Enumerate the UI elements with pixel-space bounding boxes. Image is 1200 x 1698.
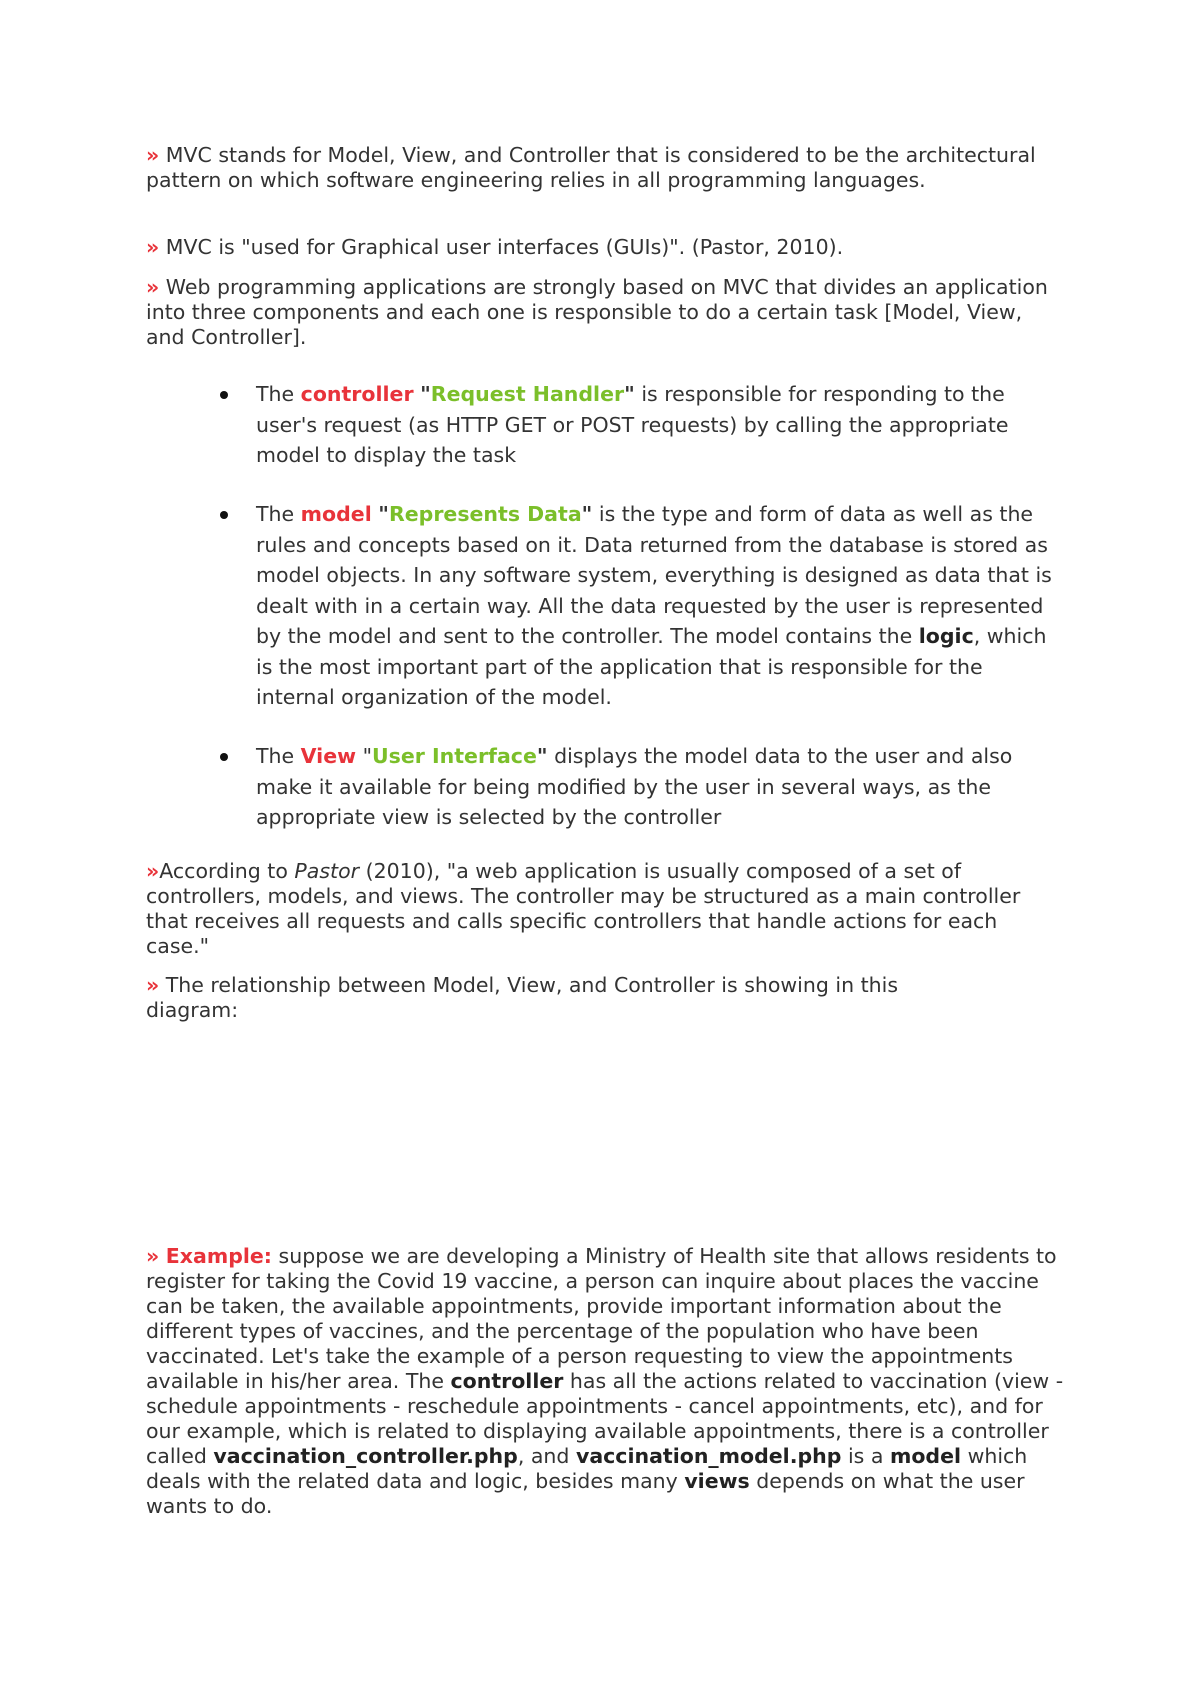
example-text-4: is a	[847, 1444, 884, 1468]
bullet-the: The	[256, 744, 295, 768]
example-text-3: , and	[517, 1444, 570, 1468]
close-quote: "	[536, 744, 548, 768]
marker: »	[146, 859, 160, 883]
intro-text-2: MVC is "used for Graphical user interfaces (GUIs)". (Pastor, 2010).	[165, 235, 844, 259]
bullet-the: The	[256, 382, 295, 406]
example-bold-controller-file: vaccination_controller.php	[213, 1444, 518, 1468]
example-text-6: depends on what the user wants to do.	[146, 1469, 1025, 1518]
intro-paragraph-1	[146, 143, 1066, 193]
example-bold-controller: controller	[450, 1369, 564, 1393]
bullet-dot	[220, 511, 228, 519]
keyword-view: View	[300, 744, 357, 768]
according-author: Pastor	[294, 859, 360, 883]
term-user-interface: User Interface	[372, 744, 537, 768]
relationship-text: The relationship between Model, View, and Controller is showing in this diagram:	[146, 973, 899, 1022]
bullet-rest: is responsible for responding to the user's request (as HTTP GET or POST requests) by calling the appropriate model to display the task	[256, 382, 1009, 467]
example-bold-model-file: vaccination_model.php	[575, 1444, 842, 1468]
intro-text-1: MVC stands for Model, View, and Controller that is considered to be the architectural pattern on which software engineering relies in all programming languages.	[146, 143, 1036, 192]
bullet-rest-b: , which is the most important part of the application that is responsible for the internal organization of the model.	[256, 624, 1047, 709]
term-represents-data: Represents Data	[388, 502, 582, 526]
open-quote: "	[420, 382, 431, 406]
bullet-dot	[220, 753, 228, 761]
keyword-controller: controller	[300, 382, 414, 406]
open-quote: "	[362, 744, 373, 768]
term-request-handler: Request Handler	[430, 382, 625, 406]
example-label: Example:	[165, 1244, 273, 1268]
bullet-text	[256, 379, 1066, 471]
example-text-1: suppose we are developing a Ministry of Health site that allows residents to register for taking the Covid 19 vaccine, a person can inquire about places the vaccine can be taken, the available appointments, provide important information about the different types of vaccines, and the percentage of the population who have been vaccinated. Let's take the example of a person requesting to view the appointments available in his/her area. The	[146, 1244, 1057, 1393]
diagram-placeholder	[146, 1030, 1066, 1230]
marker: »	[146, 973, 160, 997]
marker: »	[146, 143, 160, 167]
close-quote: "	[581, 502, 593, 526]
bullet-text	[256, 741, 1066, 833]
intro-paragraph-3	[146, 275, 1066, 350]
open-quote: "	[378, 502, 389, 526]
according-paragraph	[146, 859, 1066, 959]
marker: »	[146, 1244, 160, 1268]
keyword-logic: logic	[918, 624, 974, 648]
marker: »	[146, 275, 160, 299]
bullet-text	[256, 499, 1066, 713]
according-rest: (2010), "a web application is usually composed of a set of controllers, models, and views. The controller may be structured as a main controller that receives all requests and calls specific controllers that handle actions for each case."	[146, 859, 1021, 958]
intro-paragraph-2	[146, 235, 1066, 260]
example-bold-model: model	[889, 1444, 962, 1468]
example-bold-views: views	[684, 1469, 750, 1493]
example-text-2: has all the actions related to vaccination (view - schedule appointments - reschedule appointments - cancel appointments, etc), and for our example, which is related to displaying available appointments, there is a controller called	[146, 1369, 1064, 1468]
bullet-dot	[220, 391, 228, 399]
relationship-paragraph	[146, 973, 906, 1023]
intro-text-3: Web programming applications are strongly based on MVC that divides an application into three components and each one is responsible to do a certain task [Model, View, and Controller].	[146, 275, 1048, 349]
bullet-rest: displays the model data to the user and also make it available for being modified by the user in several ways, as the appropriate view is selected by the controller	[256, 744, 1013, 829]
according-lead: According to	[159, 859, 288, 883]
example-paragraph	[146, 1244, 1066, 1519]
close-quote: "	[624, 382, 635, 406]
keyword-model: model	[300, 502, 372, 526]
example-text-5: which deals with the related data and logic, besides many	[146, 1444, 1028, 1493]
bullet-rest-a: is the type and form of data as well as the rules and concepts based on it. Data returned from the database is stored as model objects. In any software system, everything is designed as data that is dealt with in a certain way. All the data requested by the user is represented by the model and sent to the controller. The model contains the	[256, 502, 1052, 648]
marker: »	[146, 235, 160, 259]
bullet-the: The	[256, 502, 295, 526]
